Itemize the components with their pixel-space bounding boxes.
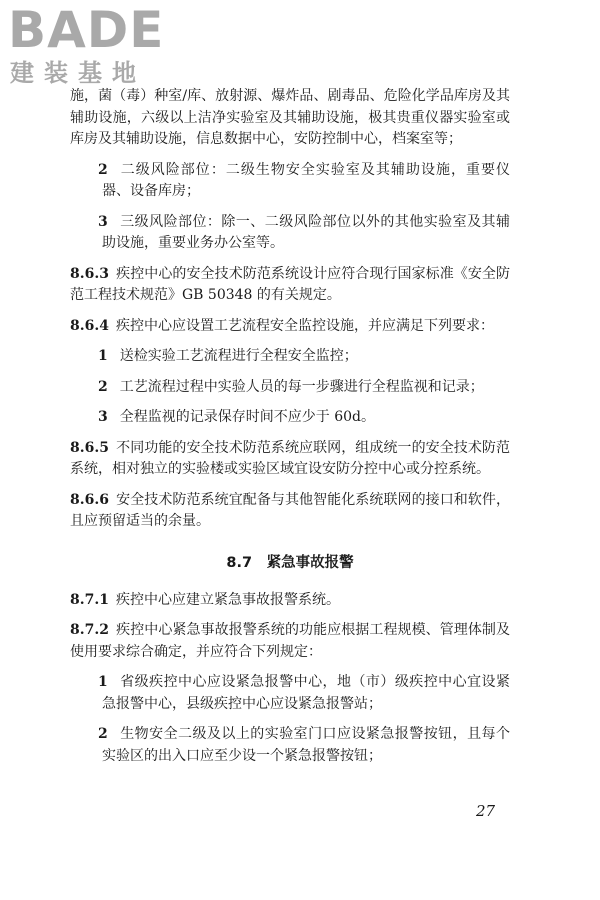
- clause-number: 8.7.1: [70, 591, 109, 608]
- list-item: [70, 672, 510, 715]
- paragraph-continued: 施，菌（毒）种室/库、放射源、爆炸品、剧毒品、危险化学品库房及其辅助设施，六级以上洁净实验室及其辅助设施，极其贵重仪器实验室或库房及其辅助设施，信息数据中心，安防控制中心，档案室等；: [70, 88, 510, 147]
- item-number: 2: [98, 161, 108, 178]
- watermark-subtitle: 建装基地: [10, 59, 146, 87]
- item-number: 3: [98, 213, 108, 230]
- clause-text: 不同功能的安全技术防范系统应联网，组成统一的安全技术防范系统，相对独立的实验楼或实验区域宜设安防分控中心或分控系统。: [70, 439, 511, 477]
- clause-text: 安全技术防范系统宜配备与其他智能化系统联网的接口和软件，且应预留适当的余量。: [70, 491, 511, 529]
- item-number: 2: [98, 726, 108, 742]
- document-body: [70, 86, 510, 776]
- clause-8-6-3: [70, 264, 510, 307]
- clause-text: 疾控中心应设置工艺流程安全监控设施，并应满足下列要求：: [116, 317, 494, 334]
- clause-8-6-6: [70, 490, 510, 533]
- clause-8-7-1: [70, 590, 510, 612]
- clause-number: 8.6.4: [70, 317, 109, 334]
- list-item: [70, 346, 510, 368]
- item-text: 三级风险部位：除一、二级风险部位以外的其他实验室及其辅助设施，重要业务办公室等。: [102, 213, 510, 251]
- clause-number: 8.7.2: [70, 622, 109, 638]
- watermark-logo: [8, 2, 180, 90]
- watermark-brand: BADE: [8, 1, 165, 59]
- clause-text: 疾控中心的安全技术防范系统设计应符合现行国家标准《安全防范工程技术规范》GB 50348 的有关规定。: [70, 265, 511, 303]
- list-item: [70, 377, 510, 399]
- item-text: 省级疾控中心应设紧急报警中心，地（市）级疾控中心宜设紧急报警中心，县级疾控中心应设紧急报警站；: [102, 674, 510, 712]
- clause-text: 疾控中心紧急事故报警系统的功能应根据工程规模、管理体制及使用要求综合确定，并应符合下列规定：: [70, 622, 511, 660]
- item-number: 2: [98, 378, 108, 395]
- list-item: [70, 407, 510, 429]
- clause-8-6-4: [70, 316, 510, 338]
- page-number: 27: [476, 802, 496, 820]
- item-number: 1: [98, 674, 108, 690]
- item-text: 二级风险部位：二级生物安全实验室及其辅助设施，重要仪器、设备库房；: [102, 161, 510, 199]
- clause-number: 8.6.6: [70, 491, 109, 508]
- item-text: 送检实验工艺流程进行全程安全监控；: [119, 348, 358, 364]
- section-heading: 8.7 紧急事故报警: [226, 554, 354, 571]
- clause-number: 8.6.3: [70, 265, 109, 282]
- item-text: 生物安全二级及以上的实验室门口应设紧急报警按钮，且每个实验区的出入口应至少设一个紧急报警按钮；: [102, 726, 510, 764]
- clause-8-7-2: [70, 620, 510, 663]
- clause-text: 疾控中心应建立紧急事故报警系统。: [116, 591, 340, 608]
- item-number: 3: [98, 409, 108, 425]
- list-item: [70, 212, 510, 255]
- list-item: [70, 160, 510, 203]
- clause-8-6-5: [70, 438, 510, 481]
- list-item: [70, 724, 510, 767]
- item-number: 1: [98, 348, 108, 364]
- item-text: 全程监视的记录保存时间不应少于 60d。: [119, 409, 375, 425]
- clause-number: 8.6.5: [70, 439, 109, 456]
- item-text: 工艺流程过程中实验人员的每一步骤进行全程监视和记录；: [119, 378, 484, 395]
